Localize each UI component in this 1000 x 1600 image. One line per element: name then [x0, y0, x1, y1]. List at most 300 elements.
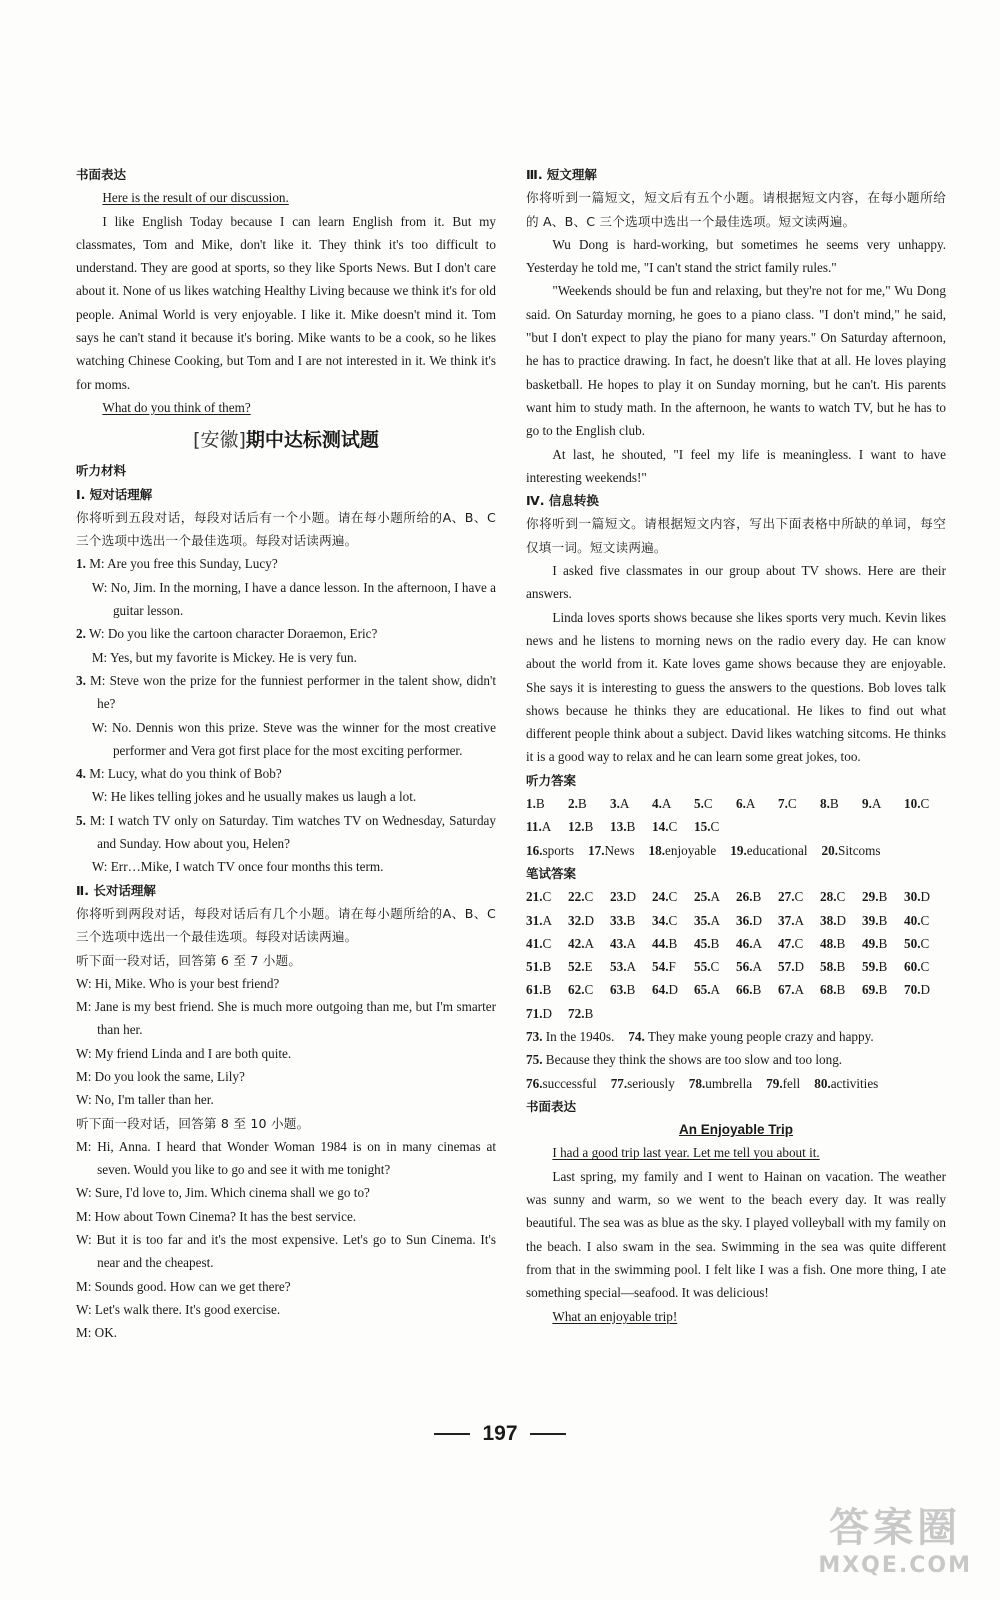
answer-value: D	[752, 912, 763, 928]
sentence-answers	[526, 1025, 946, 1072]
answer-item	[652, 978, 694, 1001]
answer-value: activities	[830, 1075, 879, 1091]
written-answers	[526, 885, 946, 1025]
answer-number: 75.	[526, 1052, 543, 1068]
part3-instruction: 你将听到一篇短文，短文后有五个小题。请根据短文内容，在每小题所给的 A、B、C 三个选项中选出一个最佳选项。短文读两遍。	[526, 190, 946, 229]
answer-value: C	[542, 889, 552, 905]
answer-value: enjoyable	[665, 842, 717, 858]
answer-number: 68.	[820, 982, 837, 998]
answer-number: 18.	[648, 842, 666, 858]
answer-value: C	[703, 796, 713, 812]
answer-value: B	[668, 935, 678, 951]
answer-number: 24.	[652, 889, 669, 905]
answer-number: 11.	[526, 819, 542, 835]
answer-number: 61.	[526, 982, 543, 998]
answer-number: 65.	[694, 982, 711, 998]
answer-item	[862, 932, 904, 955]
dialog-line: W: No, I'm taller than her.	[76, 1092, 214, 1108]
part3-passage	[526, 233, 946, 489]
listening-answers	[526, 792, 946, 839]
answer-value: B	[577, 796, 587, 812]
answer-number: 36.	[736, 912, 753, 928]
answer-number: 4.	[652, 796, 662, 812]
answer-value: fell	[782, 1075, 801, 1091]
answer-value: D	[836, 912, 847, 928]
answer-value: sports	[542, 842, 574, 858]
answer-value: A	[541, 819, 552, 835]
answer-number: 60.	[904, 959, 921, 975]
dialog-text: W: No, Jim. In the morning, I have a dance lesson. In the afternoon, I have a guitar lesson.	[91, 579, 496, 619]
answer-item	[610, 815, 652, 838]
answer-number: 66.	[736, 982, 753, 998]
answer-item	[862, 885, 904, 908]
question-number: 2.	[76, 626, 86, 642]
answer-number: 55.	[694, 959, 711, 975]
answer-number: 47.	[778, 935, 795, 951]
part1-instruction: 你将听到五段对话，每段对话后有一个小题。请在每小题所给的A、B、C 三个选项中选出一个最佳选项。每段对话读两遍。	[76, 509, 496, 549]
answer-value: umbrella	[705, 1075, 753, 1091]
dialog-line: W: My friend Linda and I are both quite.	[76, 1045, 292, 1061]
answer-number: 70.	[904, 982, 921, 998]
answer-value: A	[752, 959, 763, 975]
answer-number: 51.	[526, 959, 543, 975]
answer-value: D	[542, 1005, 553, 1021]
answer-number: 73.	[526, 1028, 543, 1044]
part3-heading: Ⅲ. 短文理解	[526, 167, 597, 182]
answer-value: A	[710, 912, 721, 928]
answer-value: B	[542, 959, 552, 975]
answer-number: 58.	[820, 959, 837, 975]
answer-item	[652, 909, 694, 932]
answer-value: News	[604, 842, 635, 858]
dialog-line	[92, 576, 496, 623]
answer-number: 78.	[688, 1075, 706, 1091]
answer-item	[766, 1072, 800, 1095]
answer-number: 28.	[820, 889, 837, 905]
answer-number: 45.	[694, 935, 711, 951]
answer-number: 12.	[568, 819, 585, 835]
answer-value: D	[920, 982, 931, 998]
part4-instruction: 你将听到一篇短文。请根据短文内容，写出下面表格中所缺的单词，每空仅填一词。短文读两遍。	[526, 516, 946, 555]
answer-number: 6.	[736, 796, 746, 812]
answer-item	[694, 815, 736, 838]
answer-value: A	[542, 912, 553, 928]
answer-number: 80.	[814, 1075, 831, 1091]
dialog-line: W: Sure, I'd love to, Jim. Which cinema shall we go to?	[76, 1185, 370, 1201]
passage-paragraph: Wu Dong is hard-working, but sometimes he seems very unhappy. Yesterday he told me, "I can't stand the strict family rules."	[526, 236, 946, 276]
answer-item	[526, 1048, 842, 1071]
answer-value: F	[668, 959, 676, 975]
watermark-text-cn: 答案圈	[829, 1505, 962, 1551]
dialog-line: W: Hi, Mike. Who is your best friend?	[76, 975, 280, 991]
answer-number: 20.	[821, 842, 839, 858]
answer-number: 44.	[652, 935, 669, 951]
left-column	[76, 163, 496, 1345]
dialog-line: M: Hi, Anna. I heard that Wonder Woman 1984 is on in many cinemas at seven. Would you like to go and see it with me tonight?	[76, 1138, 496, 1178]
part1-list	[76, 552, 496, 878]
answer-item	[862, 792, 904, 815]
answer-item	[588, 839, 635, 862]
answer-value: B	[878, 912, 888, 928]
answer-item	[526, 932, 568, 955]
answer-number: 10.	[904, 796, 921, 812]
part4-passage	[526, 559, 946, 769]
dialog1-intro: 听下面一段对话，回答第 6 至 7 小题。	[76, 952, 302, 968]
answer-number: 13.	[610, 819, 627, 835]
answer-value: seriously	[627, 1075, 675, 1091]
answer-item	[820, 978, 862, 1001]
answer-item	[736, 978, 778, 1001]
answer-number: 32.	[568, 912, 585, 928]
watermark-text-url: MXQE.COM	[818, 1553, 972, 1578]
answer-number: 79.	[766, 1075, 783, 1091]
essay-body: Last spring, my family and I went to Hainan on vacation. The weather was sunny and warm, so we went to the beach every day. It was really beautiful. The sea was as blue as the sky. I played volleyball with my family on the beach. I also swam in the sea. Swimming in the sea was quite different from that in the swimming pool. I felt like I was a fish. One more thing, I ate something special—seafood. It was delicious!	[526, 1168, 946, 1301]
listening-material-heading: 听力材料	[76, 463, 127, 479]
dialog-line	[92, 646, 496, 669]
dialog-line	[76, 809, 496, 856]
answer-item	[652, 792, 694, 815]
answer-item	[526, 815, 568, 838]
answer-number: 7.	[778, 796, 788, 812]
question-number: 5.	[76, 812, 86, 828]
answer-number: 8.	[820, 796, 830, 812]
dialog-text: W: Do you like the cartoon character Doraemon, Eric?	[88, 626, 378, 642]
answer-item	[904, 792, 946, 815]
dialog-line	[76, 552, 496, 575]
dialog-line: M: Sounds good. How can we get there?	[76, 1278, 291, 1294]
answer-item	[568, 1002, 610, 1025]
answer-value: Sitcoms	[838, 842, 881, 858]
answer-item	[526, 1025, 614, 1048]
answer-value: C	[920, 912, 930, 928]
answer-number: 17.	[588, 842, 605, 858]
test-title-text: 期中达标测试题	[245, 429, 379, 452]
dialog-line	[76, 762, 496, 785]
dialog-line: W: Let's walk there. It's good exercise.	[76, 1301, 281, 1317]
right-column	[526, 163, 946, 1328]
dialog-line: W: But it is too far and it's the most expensive. Let's go to Sun Cinema. It's near and the cheapest.	[76, 1232, 496, 1271]
answer-value: B	[878, 889, 888, 905]
answer-item	[649, 839, 717, 862]
dialog-text: M: Steve won the prize for the funniest performer in the talent show, didn't he?	[90, 672, 496, 712]
answer-item	[736, 955, 778, 978]
answer-number: 57.	[778, 959, 795, 975]
answer-number: 56.	[736, 959, 753, 975]
answer-item	[730, 839, 807, 862]
dialog-text: M: I watch TV only on Saturday. Tim watches TV on Wednesday, Saturday and Sunday. How about you, Helen?	[89, 812, 496, 852]
question-number: 1.	[76, 556, 86, 572]
answer-number: 29.	[862, 889, 879, 905]
answer-item	[611, 1072, 675, 1095]
answer-value: C	[794, 935, 804, 951]
writing-body: I like English Today because I can learn English from it. But my classmates, Tom and Mike, don't like it. They think it's too difficult to understand. They are good at sports, so they like Sports News. But I don't care about it. None of us likes watching Healthy Living because we think it's for old people. Animal World is very enjoyable. I like it. Mike doesn't mind it. Tom says he can't stand it because it's boring. Mike wants to be a cook, so he likes watching Chinese Cooking, but Tom and I are not interested in it. We think it's for moms.	[76, 213, 496, 392]
answer-number: 3.	[610, 796, 620, 812]
answer-value: B	[752, 982, 762, 998]
answer-value: B	[878, 982, 888, 998]
answer-item	[652, 815, 694, 838]
answer-item	[652, 932, 694, 955]
answer-value: B	[836, 982, 846, 998]
answer-item	[568, 932, 610, 955]
essay-opening: I had a good trip last year. Let me tell you about it.	[552, 1145, 820, 1161]
answer-value: B	[626, 912, 636, 928]
part2-heading: Ⅱ. 长对话理解	[76, 882, 156, 898]
answer-value: A	[745, 796, 756, 812]
answer-number: 23.	[610, 889, 627, 905]
written-answers-heading: 笔试答案	[526, 865, 577, 881]
answer-value: D	[626, 889, 637, 905]
essay-closing: What an enjoyable trip!	[552, 1308, 678, 1324]
dialog-line	[76, 669, 496, 716]
answer-item	[526, 955, 568, 978]
answer-item	[694, 932, 736, 955]
passage-paragraph: "Weekends should be fun and relaxing, but they're not for me," Wu Dong said. On Saturday morning, he goes to a piano class. "I don't mind," he said, "but I don't expect to play the piano for many years." On Saturday afternoon, he has to practice drawing. In fact, he doesn't like that at all. He loves playing basketball. He hopes to play it on Sunday morning, but he can't. His parents want him to study math. In the afternoon, he wants to watch TV, but he has to go to the English club.	[526, 283, 946, 439]
answer-number: 71.	[526, 1005, 543, 1021]
answer-value: E	[584, 959, 593, 975]
answer-number: 69.	[862, 982, 879, 998]
answer-item	[689, 1072, 752, 1095]
dialog-text: M: Lucy, what do you think of Bob?	[89, 766, 282, 782]
answer-number: 34.	[652, 912, 669, 928]
answer-number: 39.	[862, 912, 879, 928]
answer-number: 21.	[526, 889, 543, 905]
answer-item	[820, 885, 862, 908]
page-number-dash-left	[434, 1433, 470, 1435]
answer-number: 59.	[862, 959, 879, 975]
answer-number: 35.	[694, 912, 711, 928]
answer-item	[904, 932, 946, 955]
answer-value: A	[626, 935, 637, 951]
answer-number: 53.	[610, 959, 627, 975]
word-answers	[526, 1072, 946, 1095]
dialog-text: W: Err…Mike, I watch TV once four months this term.	[91, 859, 384, 875]
answer-number: 16.	[526, 842, 543, 858]
answer-number: 72.	[568, 1005, 585, 1021]
writing-closing: What do you think of them?	[102, 399, 251, 415]
answer-value: C	[920, 959, 930, 975]
answer-value: D	[584, 912, 595, 928]
answer-value: B	[535, 796, 545, 812]
answer-item	[568, 909, 610, 932]
passage-paragraph: At last, he shouted, "I feel my life is meaningless. I want to have interesting weekends!"	[526, 446, 946, 485]
answer-item	[736, 909, 778, 932]
answer-number: 9.	[862, 796, 872, 812]
answer-item	[778, 932, 820, 955]
answer-number: 40.	[904, 912, 921, 928]
answer-value: B	[542, 982, 552, 998]
answer-value: A	[710, 982, 721, 998]
answer-value: C	[668, 912, 678, 928]
answer-number: 62.	[568, 982, 585, 998]
answer-item	[610, 885, 652, 908]
answer-value: B	[836, 959, 846, 975]
answer-item	[652, 955, 694, 978]
answer-item	[526, 909, 568, 932]
answer-item	[820, 955, 862, 978]
passage-paragraph: Linda loves sports shows because she likes sports very much. Kevin likes news and he listens to morning news on the radio every day. He can know about the world from it. Kate loves game shows because they are enjoyable. She says it is interesting to guess the answers to the questions. Bob loves talk shows because he thinks they are educational. He likes to find out what different people think about a subject. David likes watching sitcoms. He thinks it is a good way to relax and he can learn some great jokes, too.	[526, 609, 946, 765]
answer-value: B	[584, 819, 594, 835]
answer-number: 25.	[694, 889, 711, 905]
answer-item	[610, 955, 652, 978]
answer-number: 64.	[652, 982, 669, 998]
answer-number: 49.	[862, 935, 879, 951]
answer-number: 22.	[568, 889, 585, 905]
dialog-line	[92, 716, 496, 763]
answer-item	[820, 792, 862, 815]
answer-value: B	[584, 1005, 594, 1021]
answer-number: 74.	[628, 1028, 645, 1044]
answer-item	[778, 792, 820, 815]
answer-number: 63.	[610, 982, 627, 998]
answer-item	[568, 978, 610, 1001]
essay-title: An Enjoyable Trip	[678, 1122, 794, 1138]
answer-number: 43.	[610, 935, 627, 951]
page-number: 197	[0, 1422, 1000, 1446]
answer-item	[652, 885, 694, 908]
answer-number: 30.	[904, 889, 921, 905]
answer-item	[904, 909, 946, 932]
answer-number: 15.	[694, 819, 711, 835]
answer-value: C	[794, 889, 804, 905]
answer-item	[568, 955, 610, 978]
answer-value: D	[920, 889, 931, 905]
answer-item	[778, 885, 820, 908]
dialog1	[76, 972, 496, 1112]
answer-value: B	[836, 935, 846, 951]
answer-item	[862, 955, 904, 978]
dialog-line: M: Jane is my best friend. She is much more outgoing than me, but I'm smarter than her.	[76, 999, 496, 1038]
answer-number: 48.	[820, 935, 837, 951]
dialog-line: M: Do you look the same, Lily?	[76, 1068, 245, 1084]
answer-number: 67.	[778, 982, 795, 998]
answer-number: 5.	[694, 796, 704, 812]
answer-value: B	[878, 935, 888, 951]
dialog-line	[76, 622, 496, 645]
listening-answers-heading: 听力答案	[526, 772, 577, 788]
dialog-line	[92, 785, 496, 808]
answer-value: A	[661, 796, 672, 812]
answer-value: successful	[542, 1075, 597, 1091]
answer-value: B	[626, 819, 636, 835]
answer-value: C	[836, 889, 846, 905]
answer-item	[904, 885, 946, 908]
answer-value: C	[710, 819, 720, 835]
answer-number: 38.	[820, 912, 837, 928]
answer-number: 52.	[568, 959, 585, 975]
answer-item	[526, 839, 574, 862]
answer-value: C	[584, 982, 594, 998]
answer-number: 26.	[736, 889, 753, 905]
dialog-text: W: No. Dennis won this prize. Steve was the winner for the most creative performer and Vera got first place for the most exciting performer.	[91, 719, 496, 758]
answer-number: 50.	[904, 935, 921, 951]
answer-value: A	[710, 889, 721, 905]
answer-item	[610, 932, 652, 955]
answer-value: A	[584, 935, 595, 951]
answer-value: A	[871, 796, 882, 812]
passage-paragraph: I asked five classmates in our group about TV shows. Here are their answers.	[526, 563, 946, 602]
answer-number: 77.	[610, 1075, 628, 1091]
answer-value: C	[920, 935, 930, 951]
answer-number: 33.	[610, 912, 627, 928]
answer-item	[628, 1025, 873, 1048]
answer-number: 37.	[778, 912, 795, 928]
answer-item	[778, 978, 820, 1001]
answer-value: B	[752, 889, 762, 905]
listening-word-answers	[526, 839, 946, 862]
dialog-text: M: Are you free this Sunday, Lucy?	[89, 556, 278, 572]
answer-item	[862, 909, 904, 932]
dialog2	[76, 1135, 496, 1345]
answer-item	[526, 792, 568, 815]
answer-number: 41.	[526, 935, 543, 951]
part2-instruction: 你将听到两段对话，每段对话后有几个小题。请在每小题所给的A、B、C 三个选项中选出一个最佳选项。每段对话读两遍。	[76, 905, 496, 945]
test-title-region: [安徽]	[193, 429, 246, 452]
answer-item	[694, 909, 736, 932]
part4-heading: Ⅳ. 信息转换	[526, 493, 599, 509]
answer-value: C	[584, 889, 594, 905]
question-number: 3.	[76, 672, 86, 688]
writing-heading-left: 书面表达	[76, 167, 127, 182]
answer-value: A	[794, 982, 805, 998]
dialog-text: W: He likes telling jokes and he usually makes us laugh a lot.	[91, 789, 417, 805]
answer-number: 31.	[526, 912, 543, 928]
answer-value: C	[787, 796, 797, 812]
answer-value: C	[920, 796, 930, 812]
dialog-line: M: OK.	[76, 1325, 118, 1341]
answer-value: educational	[746, 842, 808, 858]
answer-item	[568, 792, 610, 815]
answer-value: C	[668, 819, 678, 835]
answer-item	[694, 885, 736, 908]
answer-number: 54.	[652, 959, 669, 975]
dialog-line: M: How about Town Cinema? It has the best service.	[76, 1208, 357, 1224]
answer-number: 27.	[778, 889, 795, 905]
answer-value: C	[542, 935, 552, 951]
answer-item	[862, 978, 904, 1001]
answer-value: Because they think the shows are too slow and too long.	[545, 1052, 843, 1068]
answer-item	[778, 955, 820, 978]
answer-item	[526, 978, 568, 1001]
answer-value: They make young people crazy and happy.	[647, 1028, 874, 1044]
answer-number: 46.	[736, 935, 753, 951]
answer-value: B	[710, 935, 720, 951]
answer-number: 76.	[526, 1075, 543, 1091]
answer-number: 14.	[652, 819, 669, 835]
writing-heading-right: 书面表达	[526, 1098, 577, 1114]
answer-item	[526, 1002, 568, 1025]
answer-item	[694, 792, 736, 815]
answer-value: A	[794, 912, 805, 928]
answer-value: B	[878, 959, 888, 975]
answer-number: 19.	[730, 842, 747, 858]
answer-value: B	[626, 982, 636, 998]
dialog2-intro: 听下面一段对话，回答第 8 至 10 小题。	[76, 1115, 310, 1131]
answer-item	[568, 885, 610, 908]
answer-item	[568, 815, 610, 838]
part1-heading: Ⅰ. 短对话理解	[76, 486, 153, 502]
answer-item	[736, 885, 778, 908]
answer-value: In the 1940s.	[545, 1028, 615, 1044]
answer-item	[694, 955, 736, 978]
answer-item	[526, 1072, 597, 1095]
answer-value: A	[752, 935, 763, 951]
answer-item	[526, 885, 568, 908]
answer-value: D	[668, 982, 679, 998]
answer-item	[610, 792, 652, 815]
answer-value: A	[626, 959, 637, 975]
answer-item	[904, 955, 946, 978]
page-number-dash-right	[530, 1433, 566, 1435]
